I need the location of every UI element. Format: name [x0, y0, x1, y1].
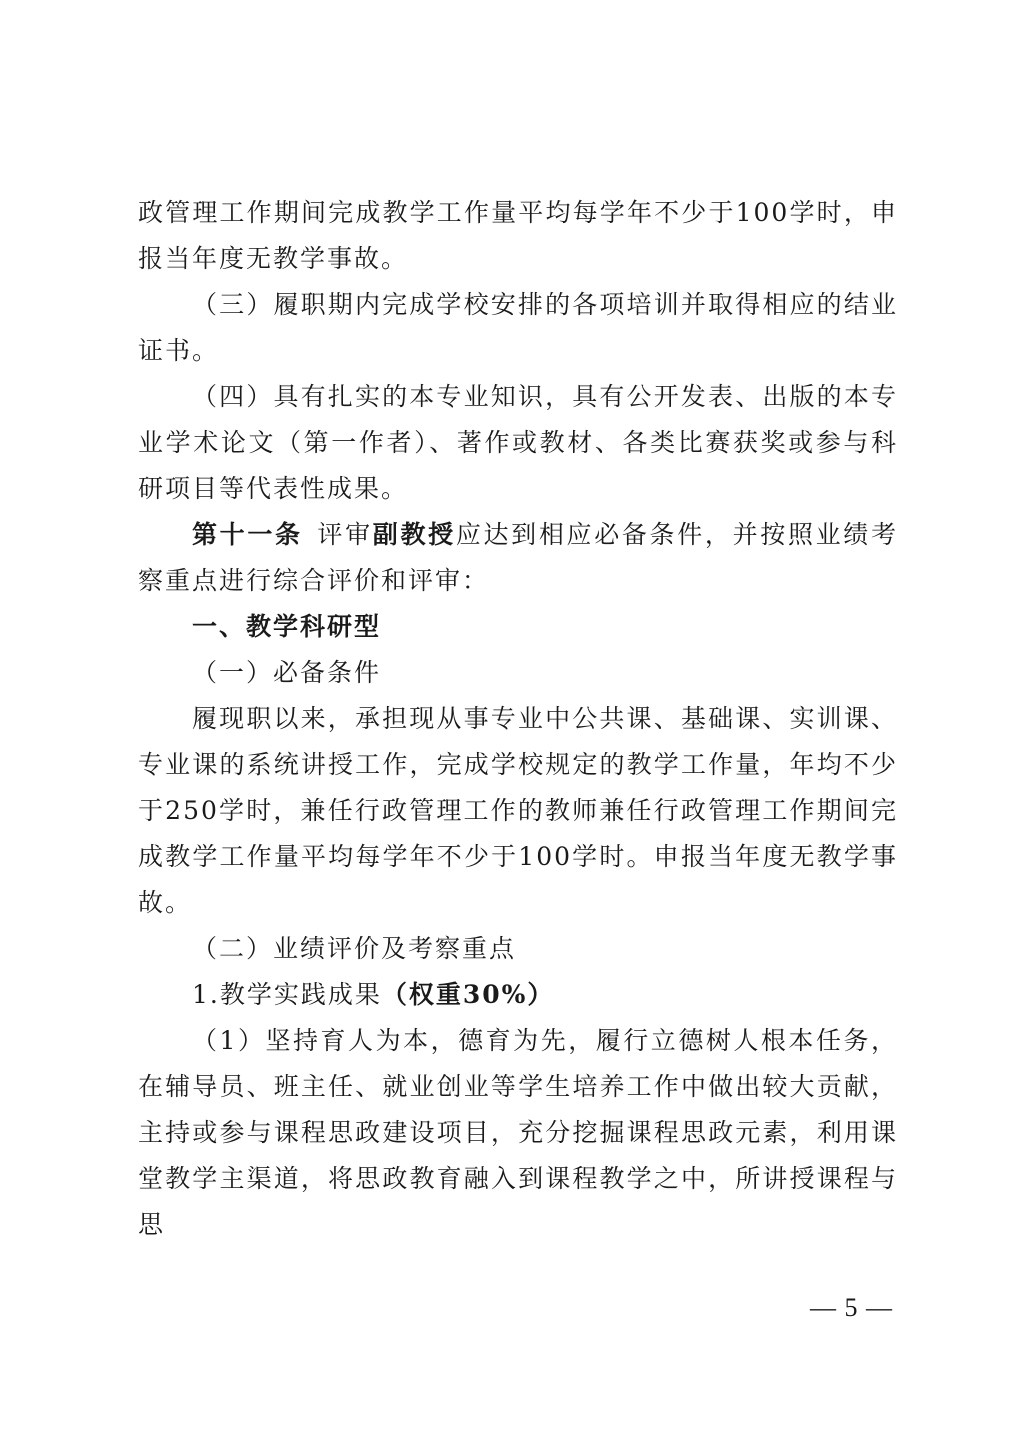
paragraph-item-four: （四）具有扎实的本专业知识，具有公开发表、出版的本专业学术论文（第一作者）、著作或教材、各类比赛获奖或参与科研项目等代表性成果。	[138, 382, 898, 503]
item-weight: （权重30%）	[381, 980, 555, 1009]
paragraph-sub-item-one: （1）坚持育人为本，德育为先，履行立德树人根本任务，在辅导员、班主任、就业创业等学生培养工作中做出较大贡献，主持或参与课程思政建设项目，充分挖掘课程思政元素，利用课堂教学主渠道，将思政教育融入到课程教学之中，所讲授课程与思	[138, 1026, 898, 1239]
article-text-a: 评审	[316, 520, 373, 549]
subsection-evaluation: （二）业绩评价及考察重点	[192, 934, 517, 963]
paragraph-item-three: （三）履职期内完成学校安排的各项培训并取得相应的结业证书。	[138, 290, 898, 365]
article-text-b: 应达到相应必备条件，并按照业绩考察重点进行综合评价和评审：	[138, 520, 898, 595]
item-teaching-results	[138, 972, 898, 1018]
section-heading: 一、教学科研型	[192, 612, 382, 641]
article-eleven	[138, 512, 898, 604]
item-title: 1.教学实践成果	[192, 980, 382, 1009]
document-body	[138, 190, 898, 1248]
article-label: 第十一条	[192, 520, 303, 549]
paragraph-requirements: 履现职以来，承担现从事专业中公共课、基础课、实训课、专业课的系统讲授工作，完成学校规定的教学工作量，年均不少于250学时，兼任行政管理工作的教师兼任行政管理工作期间完成教学工作量平均每学年不少于100学时。申报当年度无教学事故。	[138, 704, 898, 917]
paragraph-continuation: 政管理工作期间完成教学工作量平均每学年不少于100学时，申报当年度无教学事故。	[138, 198, 898, 273]
page-number: — 5 —	[810, 1293, 893, 1322]
subsection-required-conditions: （一）必备条件	[192, 658, 382, 687]
article-text-bold: 副教授	[372, 520, 456, 549]
